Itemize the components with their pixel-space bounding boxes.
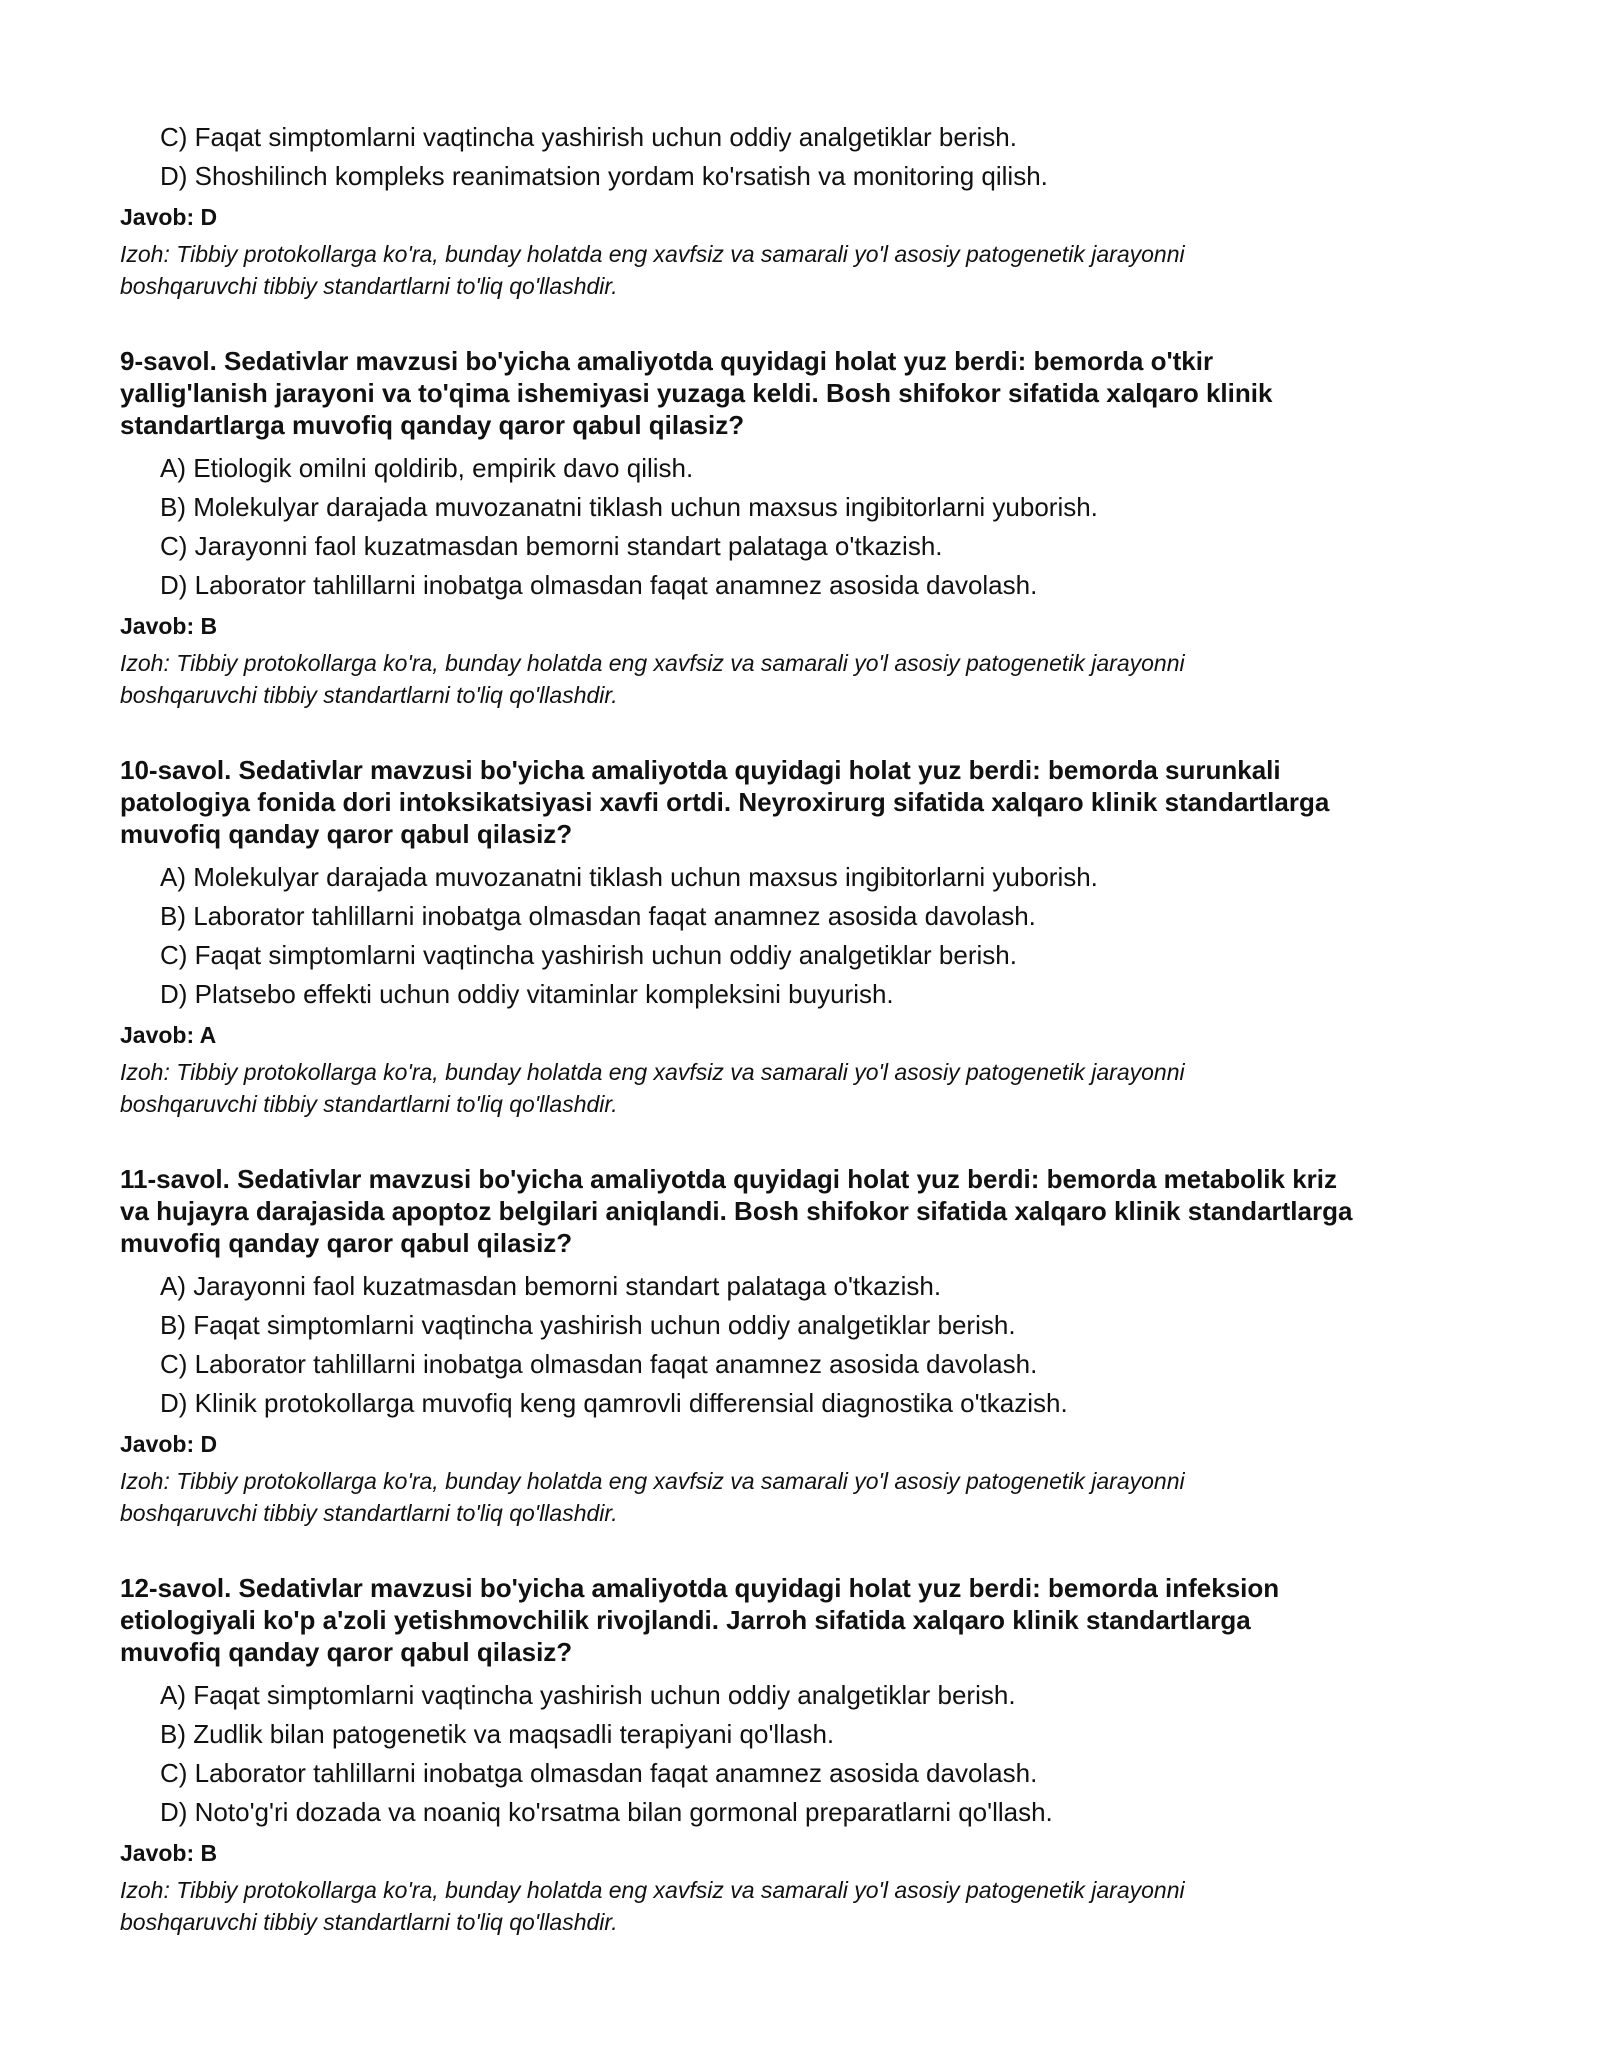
question-block-9 bbox=[120, 345, 1500, 711]
option-b: B) Molekulyar darajada muvozanatni tiklash uchun maxsus ingibitorlarni yuborish. bbox=[160, 492, 1098, 522]
answer-label: Javob: A bbox=[120, 1022, 217, 1048]
option-d: D) Laborator tahlillarni inobatga olmasdan faqat anamnez asosida davolash. bbox=[160, 570, 1038, 600]
question-block-12 bbox=[120, 1572, 1500, 1938]
option-c: C) Faqat simptomlarni vaqtincha yashirish uchun oddiy analgetiklar berish. bbox=[160, 122, 1017, 152]
explanation-note bbox=[120, 1056, 1500, 1120]
explanation-note bbox=[120, 1874, 1500, 1938]
question-text bbox=[120, 754, 1500, 850]
question-line: 12-savol. Sedativlar mavzusi bo'yicha amaliyotda quyidagi holat yuz berdi: bemorda infeksion bbox=[120, 1573, 1280, 1603]
explanation-note bbox=[120, 647, 1500, 711]
option-c: C) Jarayonni faol kuzatmasdan bemorni standart palataga o'tkazish. bbox=[160, 531, 943, 561]
question-line: yallig'lanish jarayoni va to'qima ishemiyasi yuzaga keldi. Bosh shifokor sifatida xalqaro klinik bbox=[120, 378, 1273, 408]
explanation-note bbox=[120, 238, 1500, 302]
document-page bbox=[120, 118, 1500, 1938]
note-line: Izoh: Tibbiy protokollarga ko'ra, bunday holatda eng xavfsiz va samarali yo'l asosiy patogenetik jarayonni bbox=[120, 241, 1185, 267]
question-block-11 bbox=[120, 1163, 1500, 1529]
note-line: Izoh: Tibbiy protokollarga ko'ra, bunday holatda eng xavfsiz va samarali yo'l asosiy patogenetik jarayonni bbox=[120, 1877, 1185, 1903]
question-text bbox=[120, 345, 1500, 441]
note-line: Izoh: Tibbiy protokollarga ko'ra, bunday holatda eng xavfsiz va samarali yo'l asosiy patogenetik jarayonni bbox=[120, 1468, 1185, 1494]
explanation-note bbox=[120, 1465, 1500, 1529]
question-line: 9-savol. Sedativlar mavzusi bo'yicha amaliyotda quyidagi holat yuz berdi: bemorda o'tkir bbox=[120, 346, 1214, 376]
answer-label: Javob: D bbox=[120, 1431, 218, 1457]
question-line: muvofiq qanday qaror qabul qilasiz? bbox=[120, 1228, 573, 1258]
note-line: boshqaruvchi tibbiy standartlarni to'liq qo'llashdir. bbox=[120, 682, 618, 708]
options-list bbox=[120, 858, 1500, 1014]
question-line: 10-savol. Sedativlar mavzusi bo'yicha amaliyotda quyidagi holat yuz berdi: bemorda surunkali bbox=[120, 755, 1281, 785]
option-b: B) Laborator tahlillarni inobatga olmasdan faqat anamnez asosida davolash. bbox=[160, 901, 1036, 931]
option-a: A) Faqat simptomlarni vaqtincha yashirish uchun oddiy analgetiklar berish. bbox=[160, 1680, 1016, 1710]
answer-label: Javob: D bbox=[120, 204, 218, 230]
question-8-continuation bbox=[120, 118, 1500, 302]
option-c: C) Laborator tahlillarni inobatga olmasdan faqat anamnez asosida davolash. bbox=[160, 1349, 1038, 1379]
question-line: muvofiq qanday qaror qabul qilasiz? bbox=[120, 819, 573, 849]
note-line: Izoh: Tibbiy protokollarga ko'ra, bunday holatda eng xavfsiz va samarali yo'l asosiy patogenetik jarayonni bbox=[120, 1059, 1185, 1085]
option-d: D) Platsebo effekti uchun oddiy vitaminlar kompleksini buyurish. bbox=[160, 979, 894, 1009]
option-c: C) Faqat simptomlarni vaqtincha yashirish uchun oddiy analgetiklar berish. bbox=[160, 940, 1017, 970]
question-text bbox=[120, 1163, 1500, 1259]
question-line: 11-savol. Sedativlar mavzusi bo'yicha amaliyotda quyidagi holat yuz berdi: bemorda metabolik kriz bbox=[120, 1164, 1337, 1194]
note-line: boshqaruvchi tibbiy standartlarni to'liq qo'llashdir. bbox=[120, 273, 618, 299]
note-line: boshqaruvchi tibbiy standartlarni to'liq qo'llashdir. bbox=[120, 1500, 618, 1526]
note-line: boshqaruvchi tibbiy standartlarni to'liq qo'llashdir. bbox=[120, 1909, 618, 1935]
option-b: B) Zudlik bilan patogenetik va maqsadli terapiyani qo'llash. bbox=[160, 1719, 835, 1749]
option-b: B) Faqat simptomlarni vaqtincha yashirish uchun oddiy analgetiklar berish. bbox=[160, 1310, 1016, 1340]
option-d: D) Klinik protokollarga muvofiq keng qamrovli differensial diagnostika o'tkazish. bbox=[160, 1388, 1068, 1418]
options-list bbox=[120, 1267, 1500, 1423]
question-line: standartlarga muvofiq qanday qaror qabul qilasiz? bbox=[120, 410, 745, 440]
options-list bbox=[120, 118, 1500, 196]
question-line: etiologiyali ko'p a'zoli yetishmovchilik rivojlandi. Jarroh sifatida xalqaro klinik standartlarga bbox=[120, 1605, 1251, 1635]
question-line: muvofiq qanday qaror qabul qilasiz? bbox=[120, 1637, 573, 1667]
option-c: C) Laborator tahlillarni inobatga olmasdan faqat anamnez asosida davolash. bbox=[160, 1758, 1038, 1788]
answer-label: Javob: B bbox=[120, 1840, 218, 1866]
note-line: boshqaruvchi tibbiy standartlarni to'liq qo'llashdir. bbox=[120, 1091, 618, 1117]
note-line: Izoh: Tibbiy protokollarga ko'ra, bunday holatda eng xavfsiz va samarali yo'l asosiy patogenetik jarayonni bbox=[120, 650, 1185, 676]
answer-label: Javob: B bbox=[120, 613, 218, 639]
options-list bbox=[120, 449, 1500, 605]
options-list bbox=[120, 1676, 1500, 1832]
question-block-10 bbox=[120, 754, 1500, 1120]
option-a: A) Etiologik omilni qoldirib, empirik davo qilish. bbox=[160, 453, 694, 483]
question-line: patologiya fonida dori intoksikatsiyasi xavfi ortdi. Neyroxirurg sifatida xalqaro klinik standartlarga bbox=[120, 787, 1330, 817]
option-d: D) Shoshilinch kompleks reanimatsion yordam ko'rsatish va monitoring qilish. bbox=[160, 161, 1048, 191]
option-a: A) Jarayonni faol kuzatmasdan bemorni standart palataga o'tkazish. bbox=[160, 1271, 942, 1301]
question-line: va hujayra darajasida apoptoz belgilari aniqlandi. Bosh shifokor sifatida xalqaro klinik standartlarga bbox=[120, 1196, 1353, 1226]
option-d: D) Noto'g'ri dozada va noaniq ko'rsatma bilan gormonal preparatlarni qo'llash. bbox=[160, 1797, 1053, 1827]
question-text bbox=[120, 1572, 1500, 1668]
option-a: A) Molekulyar darajada muvozanatni tiklash uchun maxsus ingibitorlarni yuborish. bbox=[160, 862, 1098, 892]
